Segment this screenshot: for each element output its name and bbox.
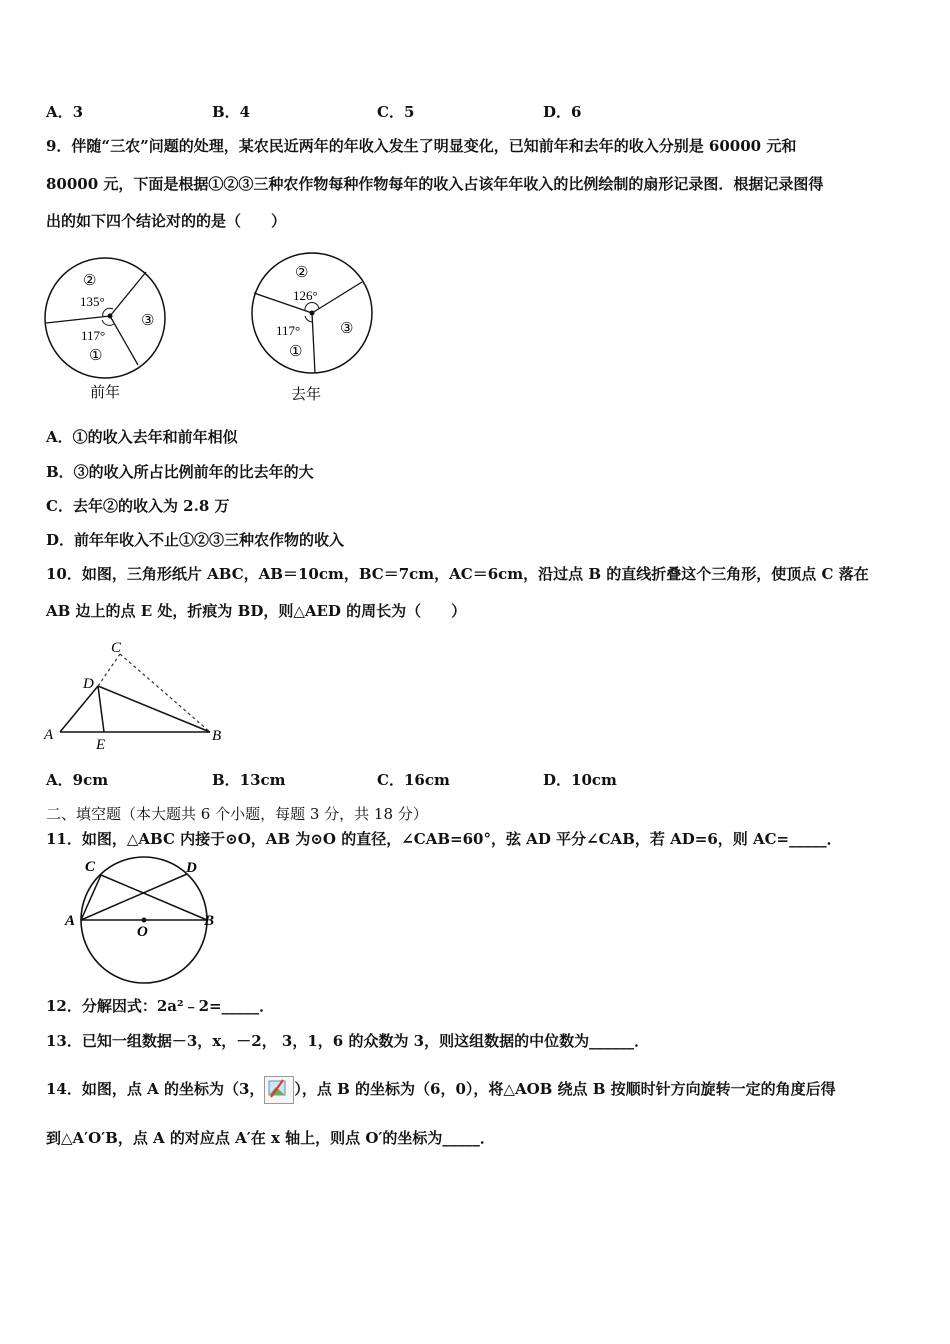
pie-left-angle-135: 135° (80, 294, 105, 309)
q10-option-c: C．16cm (377, 771, 450, 789)
point-e-label: E (96, 737, 106, 753)
q8-option-d: D．6 (543, 103, 582, 121)
point-a-label: A (44, 727, 54, 743)
q8-option-c: C．5 (377, 103, 415, 121)
pie-right-angle-126: 126° (293, 288, 318, 303)
pie-left-sector-3-label: ③ (141, 313, 155, 329)
q10-stem-line1: 10．如图，三角形纸片 ABC，AB＝10cm，BC＝7cm，AC＝6cm，沿过点 B 的直线折叠这个三角形，使顶点 C 落在 (46, 565, 869, 583)
pie-right-sector-2-label: ② (295, 265, 309, 281)
circle-point-a-label: A (65, 913, 76, 929)
q9-option-d: D．前年年收入不止①②③三种农作物的收入 (46, 531, 345, 549)
q9-pie-figures (40, 248, 380, 408)
q14-stem-part1: 14．如图，点 A 的坐标为（3， (46, 1080, 265, 1098)
q12-stem: 12．分解因式：2a²﹣2=_____． (46, 997, 275, 1015)
pie-left-caption: 前年 (90, 385, 121, 401)
section-2-heading: 二、填空题（本大题共 6 个小题，每题 3 分，共 18 分） (46, 805, 428, 823)
point-b-label: B (212, 728, 222, 744)
circle-point-c-label: C (85, 859, 96, 875)
q14-stem-line1 (46, 1076, 836, 1104)
pie-left-sector-1-label: ① (89, 348, 103, 364)
q9-option-c: C．去年②的收入为 2.8 万 (46, 497, 230, 515)
q13-stem: 13．已知一组数据－3，x，－2， 3，1，6 的众数为 3，则这组数据的中位数为______． (46, 1032, 650, 1050)
pie-left-angle-117: 117° (81, 328, 106, 343)
q9-option-b: B．③的收入所占比例前年的比去年的大 (46, 463, 314, 481)
q10-option-d: D．10cm (543, 771, 617, 789)
q11-stem: 11．如图，△ABC 内接于⊙O，AB 为⊙O 的直径，∠CAB=60°，弦 AD 平分∠CAB，若 AD=6，则 AC=_____． (46, 830, 842, 848)
q9-stem-line1: 9．伴随“三农”问题的处理，某农民近两年的年收入发生了明显变化，已知前年和去年的收入分别是 60000 元和 (46, 137, 797, 155)
point-c-label: C (111, 640, 122, 656)
pie-right-caption: 去年 (291, 387, 322, 403)
pie-right-sector-3-label: ③ (340, 321, 354, 337)
q9-option-a: A．①的收入去年和前年相似 (46, 428, 238, 446)
q10-stem-line2: AB 边上的点 E 处，折痕为 BD，则△AED 的周长为（ ） (46, 602, 467, 620)
q10-option-b: B．13cm (212, 771, 286, 789)
pie-right-angle-117: 117° (276, 323, 301, 338)
broken-image-icon (264, 1076, 294, 1104)
q11-circle-figure (60, 852, 230, 987)
point-d-label: D (83, 676, 94, 692)
q8-option-a: A．3 (46, 103, 84, 121)
circle-point-d-label: D (186, 860, 197, 876)
q8-option-b: B．4 (212, 103, 251, 121)
q14-stem-part2: ），点 B 的坐标为（6，0），将△AOB 绕点 B 按顺时针方向旋转一定的角度后得 (294, 1080, 836, 1098)
pie-chart-previous-year (45, 258, 165, 401)
pie-right-sector-1-label: ① (289, 344, 303, 360)
pie-chart-last-year (252, 253, 372, 403)
q10-triangle-figure (40, 636, 230, 756)
circle-point-o-label: O (137, 924, 148, 940)
pie-left-sector-2-label: ② (83, 273, 97, 289)
q14-stem-line2: 到△A′O′B，点 A 的对应点 A′在 x 轴上，则点 O′的坐标为_____． (46, 1129, 495, 1147)
q9-stem-line2: 80000 元，下面是根据①②③三种农作物每种作物每年的收入占该年年收入的比例绘制的扇形记录图．根据记录图得 (46, 175, 824, 193)
q10-option-a: A．9cm (46, 771, 109, 789)
q9-stem-line3: 出的如下四个结论对的的是（ ） (46, 212, 287, 230)
circle-point-b-label: B (204, 913, 215, 929)
